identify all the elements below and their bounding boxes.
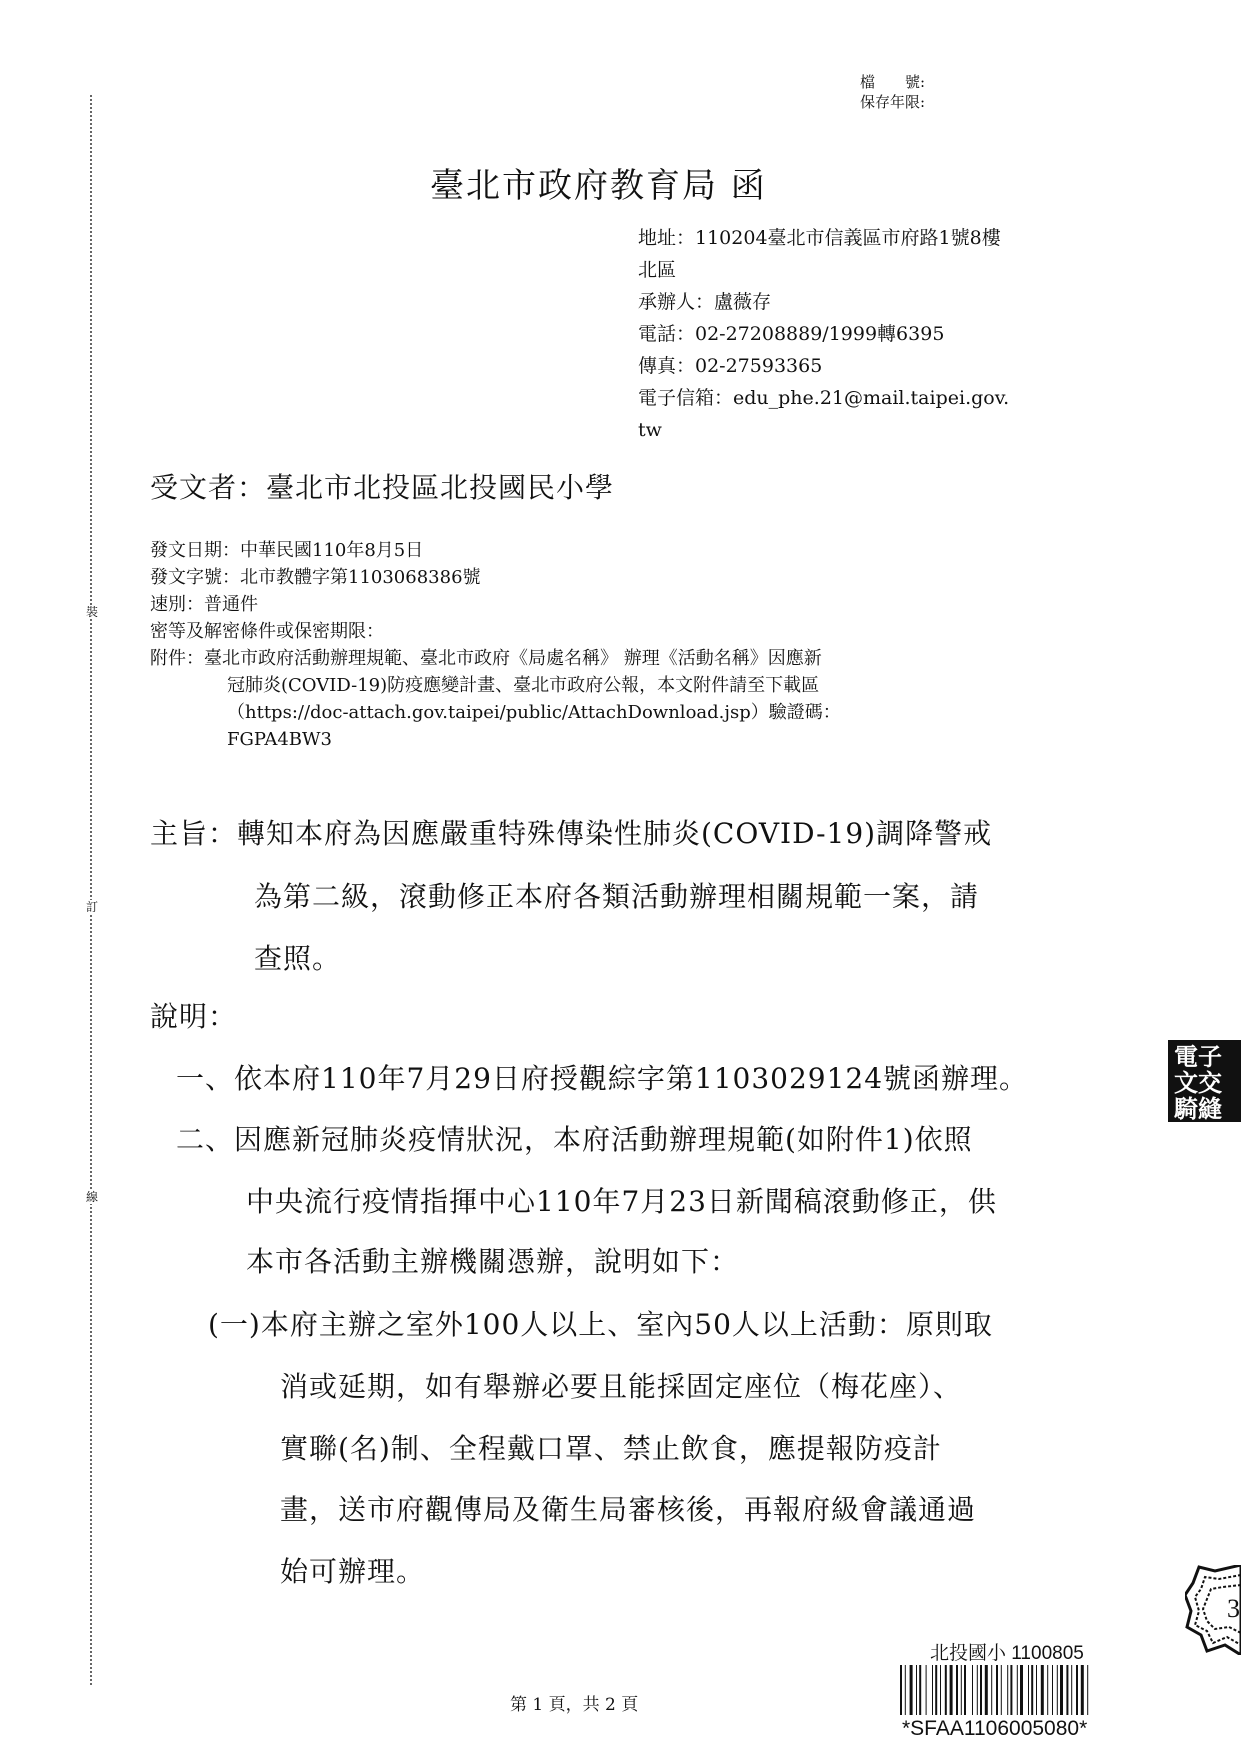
- retention-label: 保存年限:: [860, 93, 926, 111]
- barcode-bar: [1060, 1665, 1063, 1715]
- sub-item-1-line-1: (一)本府主辦之室外100人以上、室內50人以上活動：原則取: [208, 1308, 993, 1341]
- barcode-bar: [940, 1665, 941, 1715]
- barcode-bar: [935, 1665, 937, 1715]
- attachment-line-1: 附件：臺北市政府活動辦理規範、臺北市政府《局處名稱》 辦理《活動名稱》因應新: [150, 648, 822, 669]
- barcode-bottom-text: *SFAA1106005080*: [902, 1717, 1088, 1740]
- barcode-bar: [964, 1665, 966, 1715]
- sub-item-1-line-4: 畫，送市府觀傳局及衛生局審核後，再報府級會議通過: [280, 1493, 977, 1526]
- binding-label-xian: 線: [86, 1190, 99, 1204]
- subject-line-2: 為第二級，滾動修正本府各類活動辦理相關規範一案，請: [254, 880, 980, 913]
- barcode-bar: [926, 1665, 927, 1715]
- address-line-1: 地址：110204臺北市信義區市府路1號8樓: [638, 227, 1001, 249]
- barcode-bar: [956, 1665, 958, 1715]
- barcode-bar: [1087, 1665, 1088, 1715]
- fax: 傳真：02-27593365: [638, 355, 823, 377]
- barcode-bar: [977, 1665, 978, 1715]
- barcode-bar: [950, 1665, 953, 1715]
- file-meta: [860, 72, 925, 112]
- barcode-bar: [996, 1665, 998, 1715]
- barcode-bar: [900, 1665, 902, 1715]
- barcode-bar: [1081, 1665, 1084, 1715]
- document-title: 臺北市政府教育局 函: [430, 166, 767, 206]
- barcode-bar: [991, 1665, 992, 1715]
- barcode-bar: [1071, 1665, 1072, 1715]
- barcode-top-text: 北投國小 1100805: [930, 1643, 1084, 1664]
- barcode-bar: [972, 1665, 973, 1715]
- barcode-bar: [932, 1665, 933, 1715]
- email-line-2: tw: [638, 419, 662, 441]
- seal-line-2: 文交: [1174, 1068, 1222, 1097]
- file-number-label: 檔 號:: [860, 73, 926, 91]
- attachment-line-4: FGPA4BW3: [227, 729, 332, 750]
- explanation-item-2-line-2: 中央流行疫情指揮中心110年7月23日新聞稿滾動修正，供: [246, 1185, 997, 1218]
- barcode-bar: [1047, 1665, 1048, 1715]
- barcode: [900, 1665, 1168, 1715]
- sub-item-1-line-5: 始可辦理。: [280, 1555, 426, 1588]
- barcode-bar: [910, 1665, 913, 1715]
- stamp-number: 3: [1227, 1594, 1240, 1623]
- seal-line-3: 騎縫: [1174, 1094, 1222, 1122]
- barcode-bar: [985, 1665, 988, 1715]
- speed: 速別：普通件: [150, 594, 258, 615]
- barcode-bar: [1010, 1665, 1012, 1715]
- sub-item-1-line-2: 消或延期，如有舉辦必要且能採固定座位（梅花座）、: [280, 1370, 963, 1403]
- contact-block: [638, 222, 1009, 446]
- phone: 電話：02-27208889/1999轉6395: [638, 323, 945, 345]
- handler: 承辦人：盧薇存: [638, 291, 772, 313]
- barcode-bar: [1052, 1665, 1053, 1715]
- email-line-1: 電子信箱：edu_phe.21@mail.taipei.gov.: [638, 387, 1010, 409]
- recipient: 受文者：臺北市北投區北投國民小學: [150, 471, 615, 504]
- binding-label-ding: 訂: [86, 900, 99, 914]
- subject-line-3: 查照。: [254, 942, 342, 975]
- barcode-bar: [961, 1665, 962, 1715]
- barcode-bar: [919, 1665, 921, 1715]
- explanation-heading: 說明：: [150, 1000, 238, 1033]
- document-meta: [150, 537, 841, 753]
- barcode-bar: [1041, 1665, 1044, 1715]
- binding-line: [90, 95, 92, 1685]
- address-line-2: 北區: [638, 259, 677, 281]
- explanation-item-2-line-1: 二、因應新冠肺炎疫情狀況，本府活動辦理規範(如附件1)依照: [176, 1123, 973, 1156]
- explanation-item-2-line-3: 本市各活動主辦機關憑辦，說明如下：: [246, 1245, 740, 1278]
- issue-date: 發文日期：中華民國110年8月5日: [150, 540, 424, 561]
- barcode-bar: [1076, 1665, 1078, 1715]
- secrecy: 密等及解密條件或保密期限：: [150, 621, 384, 642]
- issue-number: 發文字號：北市教體字第1103068386號: [150, 567, 481, 588]
- barcode-bar: [916, 1665, 917, 1715]
- barcode-bar: [1001, 1665, 1002, 1715]
- barcode-bar: [980, 1665, 982, 1715]
- barcode-bar: [1028, 1665, 1029, 1715]
- sub-item-1-line-3: 實聯(名)制、全程戴口罩、禁止飲食，應提報防疫計: [280, 1432, 942, 1465]
- barcode-bar: [945, 1665, 947, 1715]
- barcode-bar: [1057, 1665, 1058, 1715]
- barcode-bar: [1020, 1665, 1023, 1715]
- e-document-seal: [1168, 1040, 1241, 1122]
- binding-label-zhuang: 裝: [86, 605, 99, 619]
- seal-line-1: 電子: [1174, 1042, 1222, 1071]
- subject-line-1: 主旨：轉知本府為因應嚴重特殊傳染性肺炎(COVID-19)調降警戒: [150, 817, 993, 850]
- attachment-line-3: （https://doc-attach.gov.taipei/public/AttachDownload.jsp）驗證碼：: [227, 702, 841, 723]
- explanation-item-1: 一、依本府110年7月29日府授觀綜字第1103029124號函辦理。: [176, 1062, 1029, 1095]
- page-number: 第 1 頁，共 2 頁: [510, 1695, 639, 1715]
- barcode-bar: [1031, 1665, 1033, 1715]
- attachment-line-2: 冠肺炎(COVID-19)防疫應變計畫、臺北市政府公報，本文附件請至下載區: [227, 675, 820, 696]
- barcode-bar: [1036, 1665, 1037, 1715]
- page-stamp-icon: [1185, 1565, 1241, 1655]
- barcode-bar: [1066, 1665, 1068, 1715]
- barcode-bar: [905, 1665, 906, 1715]
- barcode-bar: [1017, 1665, 1018, 1715]
- barcode-bar: [1007, 1665, 1008, 1715]
